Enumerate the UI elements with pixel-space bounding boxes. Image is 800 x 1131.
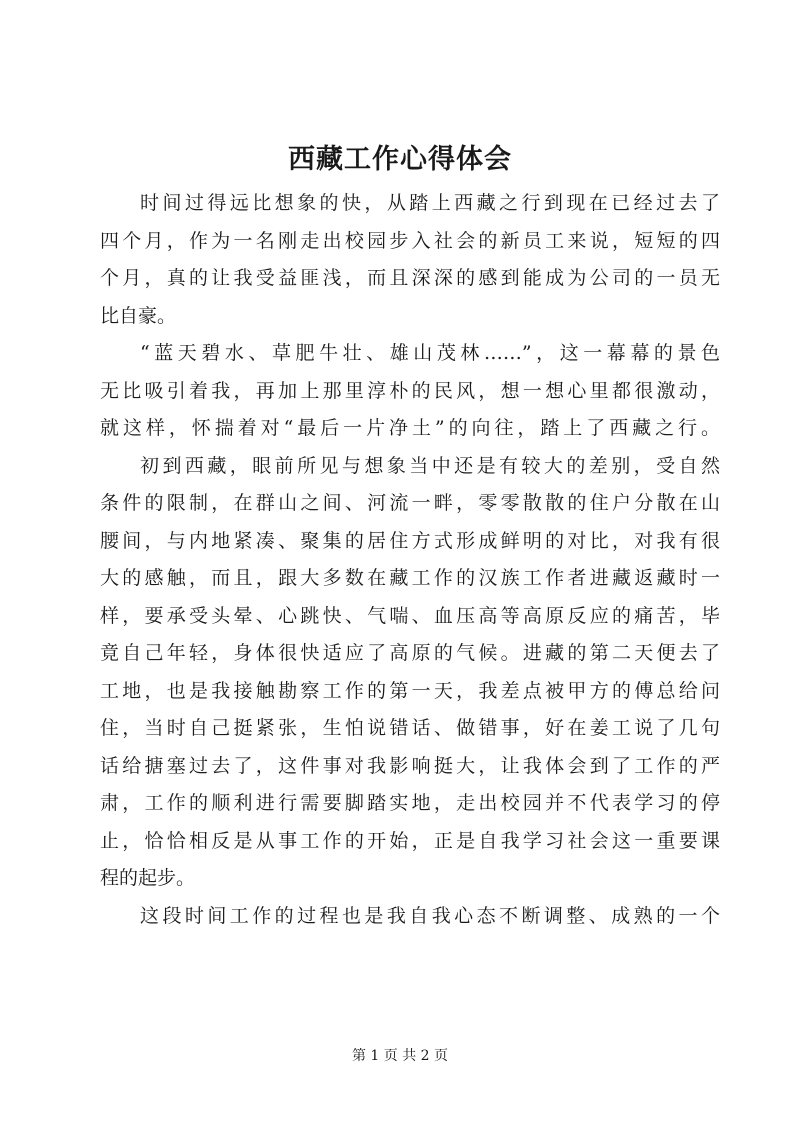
document-title: 西藏工作心得体会 [288, 144, 512, 175]
paragraph-3-line-10: 肃，工作的顺利进行需要脚踏实地，走出校园并不代表学习的停 [100, 792, 720, 814]
paragraph-2-line-2: 无比吸引着我，再加上那里淳朴的民风，想一想心里都很激动， [100, 379, 720, 402]
paragraph-1-line-1: 时间过得远比想象的快，从踏上西藏之行到现在已经过去了 [140, 192, 720, 214]
paragraph-3-line-6: 竟自己年轻，身体很快适应了高原的气候。进藏的第二天便去了 [100, 642, 720, 664]
paragraph-1-line-4: 比自豪。 [100, 304, 177, 327]
paragraph-3-line-11: 止，恰恰相反是从事工作的开始，正是自我学习社会这一重要课 [100, 829, 720, 852]
paragraph-2-line-3: 就这样，怀揣着对“最后一片净土”的向往，踏上了西藏之行。 [100, 417, 720, 439]
paragraph-3-line-4: 大的感触，而且，跟大多数在藏工作的汉族工作者进藏返藏时一 [100, 567, 720, 589]
paragraph-3-line-12: 程的起步。 [100, 867, 196, 889]
paragraph-3-line-5: 样，要承受头晕、心跳快、气喘、血压高等高原反应的痛苦，毕 [100, 604, 720, 627]
paragraph-3-line-1: 初到西藏，眼前所见与想象当中还是有较大的差别，受自然 [140, 454, 720, 477]
paragraph-3-line-9: 话给搪塞过去了，这件事对我影响挺大，让我体会到了工作的严 [100, 754, 720, 777]
paragraph-3-line-2: 条件的限制，在群山之间、河流一畔，零零散散的住户分散在山 [100, 492, 720, 514]
paragraph-3-line-3: 腰间，与内地紧凑、聚集的居住方式形成鲜明的对比，对我有很 [100, 529, 720, 552]
paragraph-1-line-2: 四个月，作为一名刚走出校园步入社会的新员工来说，短短的四 [100, 229, 720, 252]
paragraph-2-line-1: “蓝天碧水、草肥牛壮、雄山茂林……”，这一幕幕的景色 [140, 342, 720, 364]
paragraph-1-line-3: 个月，真的让我受益匪浅，而且深深的感到能成为公司的一员无 [100, 267, 720, 289]
page-number-footer: 第 1 页 共 2 页 [351, 1048, 449, 1064]
document-body [100, 185, 720, 935]
paragraph-3-line-8: 住，当时自己挺紧张，生怕说错话、做错事，好在姜工说了几句 [100, 717, 720, 739]
paragraph-3-line-7: 工地，也是我接触勘察工作的第一天，我差点被甲方的傅总给问 [100, 679, 720, 702]
paragraph-4-line-1: 这段时间工作的过程也是我自我心态不断调整、成熟的一个 [140, 904, 720, 927]
